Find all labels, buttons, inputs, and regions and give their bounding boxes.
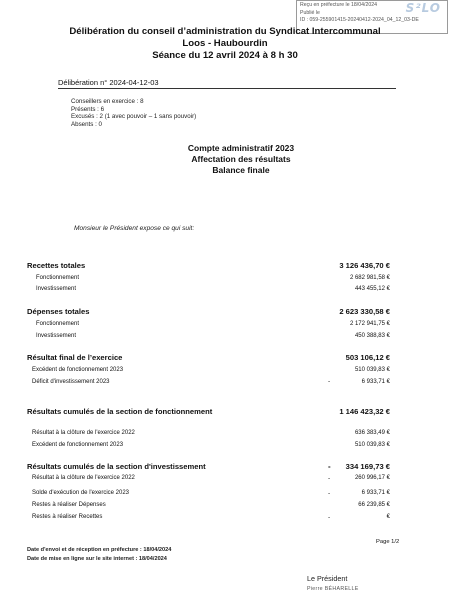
- rar-recettes-label: Restes à réaliser Recettes: [32, 514, 103, 520]
- recettes-totales-value: 3 126 436,70 €: [339, 261, 390, 270]
- cumul-fonct-value: 1 146 423,32 €: [339, 407, 390, 416]
- excedent-fonct2-label: Excédent de fonctionnement 2023: [32, 442, 124, 448]
- expose-text: Monsieur le Président expose ce qui suit:: [74, 225, 195, 232]
- depenses-invest-label: Investissement: [36, 333, 77, 339]
- date-mise-en-ligne: Date de mise en ligne sur le site internet : 18/04/2024: [27, 556, 167, 562]
- cloture-2022-fonct-label: Résultat à la clôture de l'exercice 2022: [32, 430, 135, 436]
- recettes-fonct-label: Fonctionnement: [36, 275, 80, 281]
- deficit-invest-value: 6 933,71 €: [361, 379, 390, 385]
- count-excused: Excusés : 2 (1 avec pouvoir – 1 sans pouvoir): [71, 113, 197, 121]
- solde-exec-value: 6 933,71 €: [361, 490, 390, 496]
- recettes-invest-label: Investissement: [36, 286, 77, 292]
- cloture-2022-invest-label: Résultat à la clôture de l'exercice 2022: [32, 475, 135, 481]
- recettes-fonct-value: 2 682 981,58 €: [349, 275, 390, 281]
- solde-exec-label: Solde d'exécution de l'exercice 2023: [32, 490, 130, 496]
- cumul-fonct-label: Résultats cumulés de la section de fonctionnement: [27, 407, 213, 416]
- deliberation-number: Délibération n° 2024-04-12-03: [58, 78, 159, 87]
- attendance-block: [71, 98, 196, 129]
- resultat-final-value: 503 106,12 €: [345, 353, 390, 362]
- cloture-2022-invest-sign: -: [328, 475, 331, 482]
- rar-recettes-value: €: [386, 514, 390, 520]
- cloture-2022-invest-value: 260 996,17 €: [354, 475, 390, 481]
- count-absent: Absents : 0: [71, 121, 102, 129]
- depenses-invest-value: 450 388,83 €: [354, 333, 390, 339]
- excedent-fonct-value: 510 039,83 €: [354, 367, 390, 373]
- s2lo-logo: S²LO: [405, 1, 441, 15]
- date-envoi: Date d'envoi et de réception en préfecture : 18/04/2024: [27, 547, 172, 553]
- header-line-1: Délibération du conseil d’administration du Syndicat Intercommunal: [69, 26, 381, 37]
- rar-depenses-label: Restes à réaliser Dépenses: [32, 502, 106, 508]
- solde-exec-sign: -: [328, 490, 331, 497]
- depenses-totales-value: 2 623 330,58 €: [339, 307, 390, 316]
- cloture-2022-fonct-value: 636 383,49 €: [354, 430, 390, 436]
- president-title: Le Président: [307, 574, 348, 583]
- stamp-published-line: Publié le: [300, 9, 320, 16]
- deficit-invest-sign: -: [328, 378, 331, 385]
- header-line-2: Loos - Haubourdin: [182, 38, 268, 49]
- cumul-invest-label: Résultats cumulés de la section d'investissement: [27, 462, 206, 471]
- stamp-received-line: Reçu en préfecture le 18/04/2024: [300, 2, 378, 8]
- excedent-fonct2-value: 510 039,83 €: [354, 442, 390, 448]
- cumul-invest-sign: -: [328, 462, 331, 471]
- stamp-id-line: ID : 059-255901415-20240412-2024_04_12_03-DE: [300, 17, 419, 23]
- recettes-totales-label: Recettes totales: [27, 261, 86, 270]
- depenses-totales-label: Dépenses totales: [27, 307, 90, 316]
- count-exercise: Conseillers en exercice : 8: [71, 98, 144, 105]
- rar-recettes-sign: -: [328, 514, 331, 521]
- page-number: Page 1/2: [376, 539, 400, 545]
- section-title-1: Compte administratif 2023: [187, 143, 295, 153]
- excedent-fonct-label: Excédent de fonctionnement 2023: [32, 367, 124, 373]
- depenses-fonct-label: Fonctionnement: [36, 321, 80, 327]
- depenses-fonct-value: 2 172 941,75 €: [349, 321, 390, 327]
- rar-depenses-value: 66 239,85 €: [358, 502, 390, 508]
- recettes-invest-value: 443 455,12 €: [354, 286, 390, 292]
- cumul-invest-value: 334 169,73 €: [345, 462, 390, 471]
- section-title-3: Balance finale: [212, 165, 270, 175]
- header-line-3: Séance du 12 avril 2024 à 8 h 30: [152, 50, 298, 61]
- section-title-2: Affectation des résultats: [191, 154, 291, 164]
- president-name: Pierre BÉHARELLE: [307, 586, 359, 592]
- count-present: Présents : 6: [71, 105, 105, 113]
- resultat-final-label: Résultat final de l’exercice: [27, 353, 123, 362]
- divider: [58, 88, 396, 89]
- deficit-invest-label: Déficit d'investissement 2023: [32, 379, 110, 385]
